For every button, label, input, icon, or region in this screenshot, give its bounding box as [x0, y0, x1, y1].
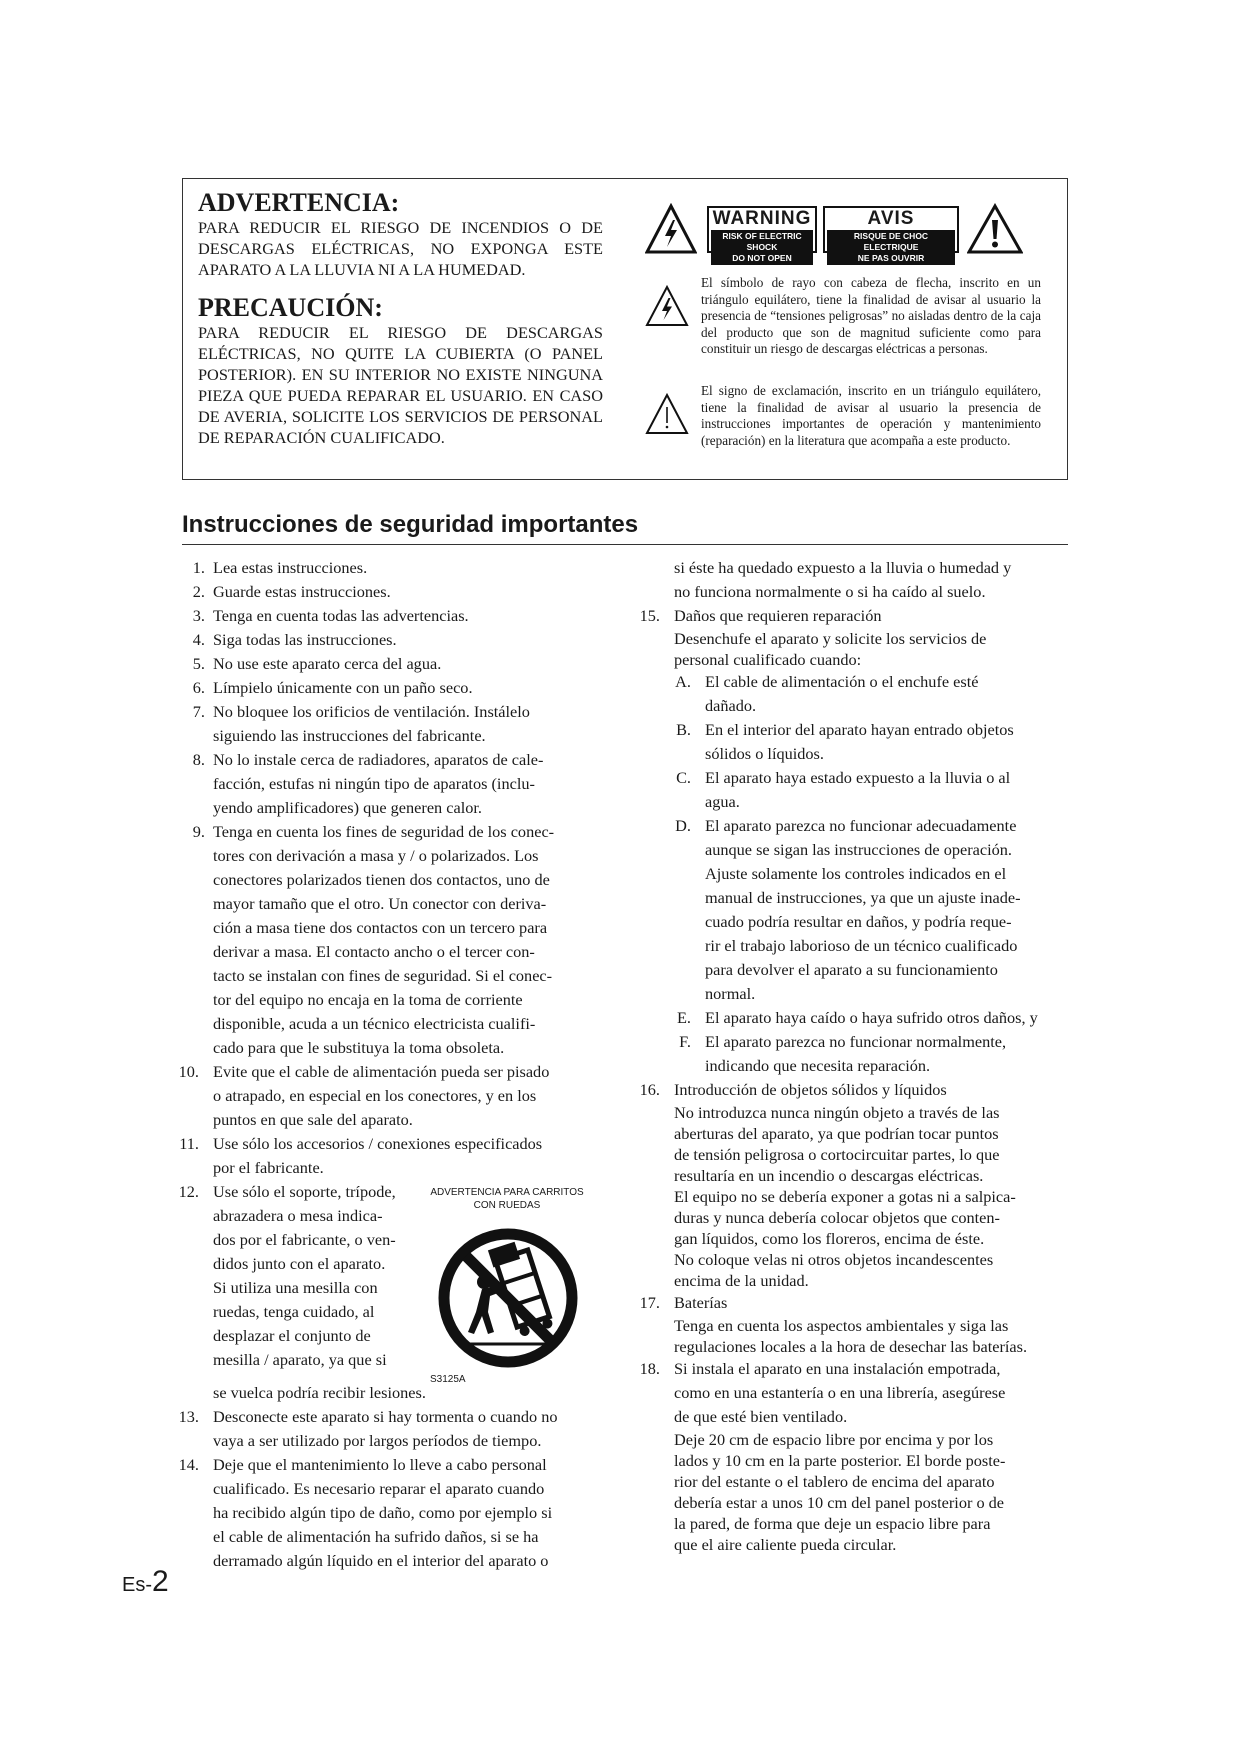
item-18-body	[674, 1429, 1073, 1555]
list-item	[182, 628, 602, 652]
item-line: o atrapado, en especial en los conectores, y en los	[213, 1086, 537, 1105]
exclamation-symbol-icon	[645, 393, 689, 435]
item-line: para devolver el aparato a su funcionamiento	[705, 960, 998, 979]
warning-box	[182, 178, 1068, 480]
advertencia-text: PARA REDUCIR EL RIESGO DE INCENDIOS O DE DESCARGAS ELÉCTRICAS, NO EXPONGA ESTE APARATO A LA LLUVIA NI A LA HUMEDAD.	[198, 218, 603, 279]
page-number	[122, 1565, 169, 1599]
item-line: conectores polarizados tienen dos contactos, uno de	[213, 870, 550, 889]
item-line: Guarde estas instrucciones.	[213, 582, 391, 601]
item-line: la pared, de forma que deje un espacio libre para	[674, 1514, 991, 1533]
avis-label-sub	[827, 230, 955, 265]
item-line: duras y nunca debería colocar objetos que conten-	[674, 1208, 1000, 1227]
item-line: El equipo no se debería exponer a gotas ni a salpica-	[674, 1187, 1016, 1206]
list-item	[182, 676, 602, 700]
page-number-value: 2	[152, 1565, 169, 1598]
sub-item	[674, 766, 1073, 814]
item-number: 7.	[192, 702, 205, 721]
item-12-text	[213, 1180, 423, 1372]
item-line: manual de instrucciones, ya que un ajuste inade-	[705, 888, 1021, 907]
cart-caption-line2: CON RUEDAS	[473, 1200, 541, 1211]
item-line: mesilla / aparato, ya que si	[213, 1350, 387, 1369]
cart-figure-code: S3125A	[430, 1374, 466, 1385]
item-line: No lo instale cerca de radiadores, aparatos de cale-	[213, 750, 544, 769]
sub-item	[674, 1030, 1073, 1078]
left-column	[178, 556, 602, 1573]
item-title: Baterías	[674, 1293, 728, 1312]
item-line: No coloque velas ni otros objetos incandescentes	[674, 1250, 994, 1269]
item-line: tacto se instalan con fines de seguridad. Si el conec-	[213, 966, 553, 985]
tipping-cart-icon	[436, 1226, 580, 1370]
item-number: 18.	[639, 1359, 660, 1378]
warning-label-sub	[711, 230, 813, 265]
item-number: 11.	[179, 1134, 199, 1153]
item-number: 8.	[192, 750, 205, 769]
cart-warning-figure	[422, 1186, 592, 1385]
sub-letter: D.	[675, 816, 691, 835]
item-line: resultaría en un incendio o descargas eléctricas.	[674, 1166, 984, 1185]
item-number: 12.	[178, 1182, 199, 1201]
item-line: Deje 20 cm de espacio libre por encima y por los	[674, 1430, 994, 1449]
item-line: Desconecte este aparato si hay tormenta o cuando no	[213, 1407, 558, 1426]
item-line: como en una estantería o en una librería, asegúrese	[674, 1383, 1006, 1402]
list-item	[182, 820, 602, 1060]
item-line: didos junto con el aparato.	[213, 1254, 386, 1273]
item-line: normal.	[705, 984, 756, 1003]
item-number: 10.	[178, 1062, 199, 1081]
item-line: encima de la unidad.	[674, 1271, 809, 1290]
item-line: agua.	[705, 792, 740, 811]
sub-item	[674, 1006, 1073, 1030]
item-line: facción, estufas ni ningún tipo de aparatos (inclu-	[213, 774, 535, 793]
item-line: el cable de alimentación ha sufrido daños, si se ha	[213, 1527, 539, 1546]
warning-text-block	[198, 189, 603, 448]
item-line: ruedas, tenga cuidado, al	[213, 1302, 375, 1321]
item-number: 4.	[192, 630, 205, 649]
exclamation-text: El signo de exclamación, inscrito en un triángulo equilátero, tiene la finalidad de avisar al usuario la presencia de instrucciones importantes de operación y mantenimiento (reparación) en la literatura que acompaña a este producto.	[701, 383, 1041, 448]
item-line: aberturas del aparato, ya que podrían tocar puntos	[674, 1124, 999, 1143]
lightning-triangle-icon	[645, 203, 697, 255]
cart-caption	[422, 1186, 592, 1212]
avis-label-line2: NE PAS OUVRIR	[857, 253, 925, 263]
item-number: 16.	[639, 1080, 660, 1099]
item-title: Introducción de objetos sólidos y líquidos	[674, 1080, 947, 1099]
item-15	[639, 604, 1073, 1078]
item-16-body	[674, 1102, 1073, 1291]
item-line: ha recibido algún tipo de daño, como por ejemplo si	[213, 1503, 553, 1522]
warning-label-line1: RISK OF ELECTRIC SHOCK	[722, 231, 802, 252]
item-line: Evite que el cable de alimentación pueda ser pisado	[213, 1062, 550, 1081]
sub-letter: B.	[676, 720, 691, 739]
sub-letter: A.	[675, 672, 691, 691]
cart-caption-line1: ADVERTENCIA PARA CARRITOS	[430, 1187, 584, 1198]
section-title: Instrucciones de seguridad importantes	[182, 511, 639, 538]
warning-label-title: WARNING	[712, 208, 812, 229]
sub-letter: C.	[676, 768, 691, 787]
item-line: Use sólo los accesorios / conexiones especificados	[213, 1134, 543, 1153]
page-number-prefix: Es-	[122, 1574, 152, 1596]
item-line: El aparato parezca no funcionar adecuadamente	[705, 816, 1017, 835]
item-line: de que esté bien ventilado.	[674, 1407, 848, 1426]
item-line: puntos en que sale del aparato.	[213, 1110, 413, 1129]
item-line: desplazar el conjunto de	[213, 1326, 371, 1345]
list-item	[178, 1405, 602, 1453]
item-title: Daños que requieren reparación	[674, 606, 882, 625]
list-item	[182, 604, 602, 628]
precaucion-heading: PRECAUCIÓN:	[198, 293, 383, 322]
list-item	[178, 1060, 602, 1132]
item-line: No use este aparato cerca del agua.	[213, 654, 442, 673]
item-number: 3.	[192, 606, 205, 625]
warning-label	[707, 206, 817, 263]
item-line: sólidos o líquidos.	[705, 744, 824, 763]
item-line: El cable de alimentación o el enchufe esté	[705, 672, 979, 691]
list-item	[179, 1132, 602, 1180]
item-15-intro	[674, 628, 1073, 670]
item-17-body	[674, 1315, 1073, 1357]
item-number: 6.	[192, 678, 205, 697]
avis-label-title: AVIS	[867, 208, 915, 229]
item-line: Tenga en cuenta los fines de seguridad de los conec-	[213, 822, 555, 841]
item-line: de tensión peligrosa o cortocircuitar partes, lo que	[674, 1145, 1000, 1164]
list-item	[182, 556, 602, 580]
item-16	[639, 1078, 1073, 1291]
item-18	[639, 1357, 1073, 1555]
item-12-last-text: se vuelca podría recibir lesiones.	[213, 1383, 426, 1402]
item-line: dañado.	[705, 696, 757, 715]
item-line: tores con derivación a masa y / o polarizados. Los	[213, 846, 539, 865]
item-line: Lea estas instrucciones.	[213, 558, 368, 577]
list-item	[178, 1453, 602, 1573]
item-line: si éste ha quedado expuesto a la lluvia o humedad y	[674, 558, 1012, 577]
item-line: Deje que el mantenimiento lo lleve a cabo personal	[213, 1455, 547, 1474]
item-line: debería estar a unos 10 cm del panel posterior o de	[674, 1493, 1005, 1512]
item-line: Límpielo únicamente con un paño seco.	[213, 678, 473, 697]
item-number: 9.	[192, 822, 205, 841]
item-number: 1.	[192, 558, 205, 577]
item-14-continued	[643, 556, 1073, 604]
item-line: El aparato haya estado expuesto a la lluvia o al	[705, 768, 1011, 787]
item-line: derramado algún líquido en el interior del aparato o	[213, 1551, 549, 1570]
avis-label-line1: RISQUE DE CHOC ELECTRIQUE	[853, 231, 929, 252]
item-line: rior del estante o el tablero de encima del aparato	[674, 1472, 995, 1491]
warning-label-line2: DO NOT OPEN	[732, 253, 792, 263]
sub-letter: E.	[676, 1008, 691, 1027]
item-line: No introduzca nunca ningún objeto a través de las	[674, 1103, 1000, 1122]
item-line: cado para que le substituya la toma obsoleta.	[213, 1038, 505, 1057]
item-line: Tenga en cuenta todas las advertencias.	[213, 606, 469, 625]
item-line: derivar a masa. El contacto ancho o el tercer con-	[213, 942, 535, 961]
item-line: aunque se sigan las instrucciones de operación.	[705, 840, 1012, 859]
item-line: indicando que necesita reparación.	[705, 1056, 931, 1075]
item-number: 2.	[192, 582, 205, 601]
item-line: siguiendo las instrucciones del fabricante.	[213, 726, 486, 745]
advertencia-heading: ADVERTENCIA:	[198, 188, 400, 217]
section-rule	[182, 544, 1068, 545]
item-line: no funciona normalmente o si ha caído al suelo.	[674, 582, 986, 601]
item-line: rir el trabajo laborioso de un técnico cualificado	[705, 936, 1018, 955]
list-item	[182, 580, 602, 604]
exclamation-triangle-icon	[967, 203, 1023, 255]
item-number: 17.	[639, 1293, 660, 1312]
item-line: Si instala el aparato en una instalación empotrada,	[674, 1359, 1001, 1378]
item-line: vaya a ser utilizado por largos períodos de tiempo.	[213, 1431, 542, 1450]
instructions-list-left	[178, 556, 602, 1180]
item-number: 14.	[178, 1455, 199, 1474]
sub-letter: F.	[679, 1032, 691, 1051]
item-line: Ajuste solamente los controles indicados en el	[705, 864, 1007, 883]
precaucion-text: PARA REDUCIR EL RIESGO DE DESCARGAS ELÉCTRICAS, NO QUITE LA CUBIERTA (O PANEL POSTERIOR). EN SU INTERIOR NO EXISTE NINGUNA PIEZA QUE PUEDA REPARAR EL USUARIO. EN CASO DE AVERIA, SOLICITE LOS SERVICIOS DE PERSONAL DE REPARACIÓN CUALIFICADO.	[198, 323, 603, 447]
sub-item	[674, 718, 1073, 766]
item-line: yendo amplificadores) que generen calor.	[213, 798, 482, 817]
item-line: Use sólo el soporte, trípode,	[213, 1182, 396, 1201]
item-line: disponible, acuda a un técnico electricista cualifi-	[213, 1014, 536, 1033]
item-line: abrazadera o mesa indica-	[213, 1206, 383, 1225]
lightning-text: El símbolo de rayo con cabeza de flecha, inscrito en un triángulo equilátero, tiene la finalidad de avisar al usuario la presencia de “tensiones peligrosas” no aisladas dentro de la caja del producto que son de magnitud suficiente como para constituir un riesgo de descargas eléctricas a personas.	[701, 275, 1041, 357]
avis-label	[823, 206, 959, 263]
sub-item	[674, 670, 1073, 718]
item-line: gan líquidos, como los floreros, encima de éste.	[674, 1229, 985, 1248]
right-column	[639, 556, 1073, 1555]
item-line: Desenchufe el aparato y solicite los servicios de	[674, 629, 987, 648]
item-12	[178, 1180, 602, 1393]
item-line: ción a masa tiene dos contactos con un tercero para	[213, 918, 548, 937]
item-line: regulaciones locales a la hora de desechar las baterías.	[674, 1337, 1028, 1356]
item-number: 13.	[178, 1407, 199, 1426]
item-line: cualificado. Es necesario reparar el aparato cuando	[213, 1479, 545, 1498]
lightning-symbol-icon	[645, 285, 689, 327]
item-line: personal cualificado cuando:	[674, 650, 862, 669]
item-line: tor del equipo no encaja en la toma de corriente	[213, 990, 523, 1009]
sub-item	[674, 814, 1073, 1006]
item-12-last-line	[182, 1381, 602, 1405]
list-item	[182, 748, 602, 820]
item-line: lados y 10 cm en la parte posterior. El borde poste-	[674, 1451, 1006, 1470]
item-line: mayor tamaño que el otro. Un conector con deriva-	[213, 894, 547, 913]
list-item	[182, 700, 602, 748]
item-number: 5.	[192, 654, 205, 673]
item-line: por el fabricante.	[213, 1158, 324, 1177]
item-17	[639, 1291, 1073, 1357]
item-number: 15.	[639, 606, 660, 625]
item-line: El aparato parezca no funcionar normalmente,	[705, 1032, 1007, 1051]
warning-labels	[645, 201, 1045, 263]
item-line: Siga todas las instrucciones.	[213, 630, 397, 649]
instructions-list-left-after	[178, 1405, 602, 1573]
list-item	[182, 652, 602, 676]
item-line: dos por el fabricante, o ven-	[213, 1230, 396, 1249]
instructions-list-right	[639, 556, 1073, 1555]
item-line: No bloquee los orificios de ventilación. Instálelo	[213, 702, 530, 721]
item-line: El aparato haya caído o haya sufrido otros daños, y	[705, 1008, 1038, 1027]
item-line: cuado podría resultar en daños, y podría reque-	[705, 912, 1012, 931]
item-line: Si utiliza una mesilla con	[213, 1278, 378, 1297]
item-line: Tenga en cuenta los aspectos ambientales y siga las	[674, 1316, 1009, 1335]
item-line: En el interior del aparato hayan entrado objetos	[705, 720, 1014, 739]
item-line: que el aire caliente pueda circular.	[674, 1535, 897, 1554]
